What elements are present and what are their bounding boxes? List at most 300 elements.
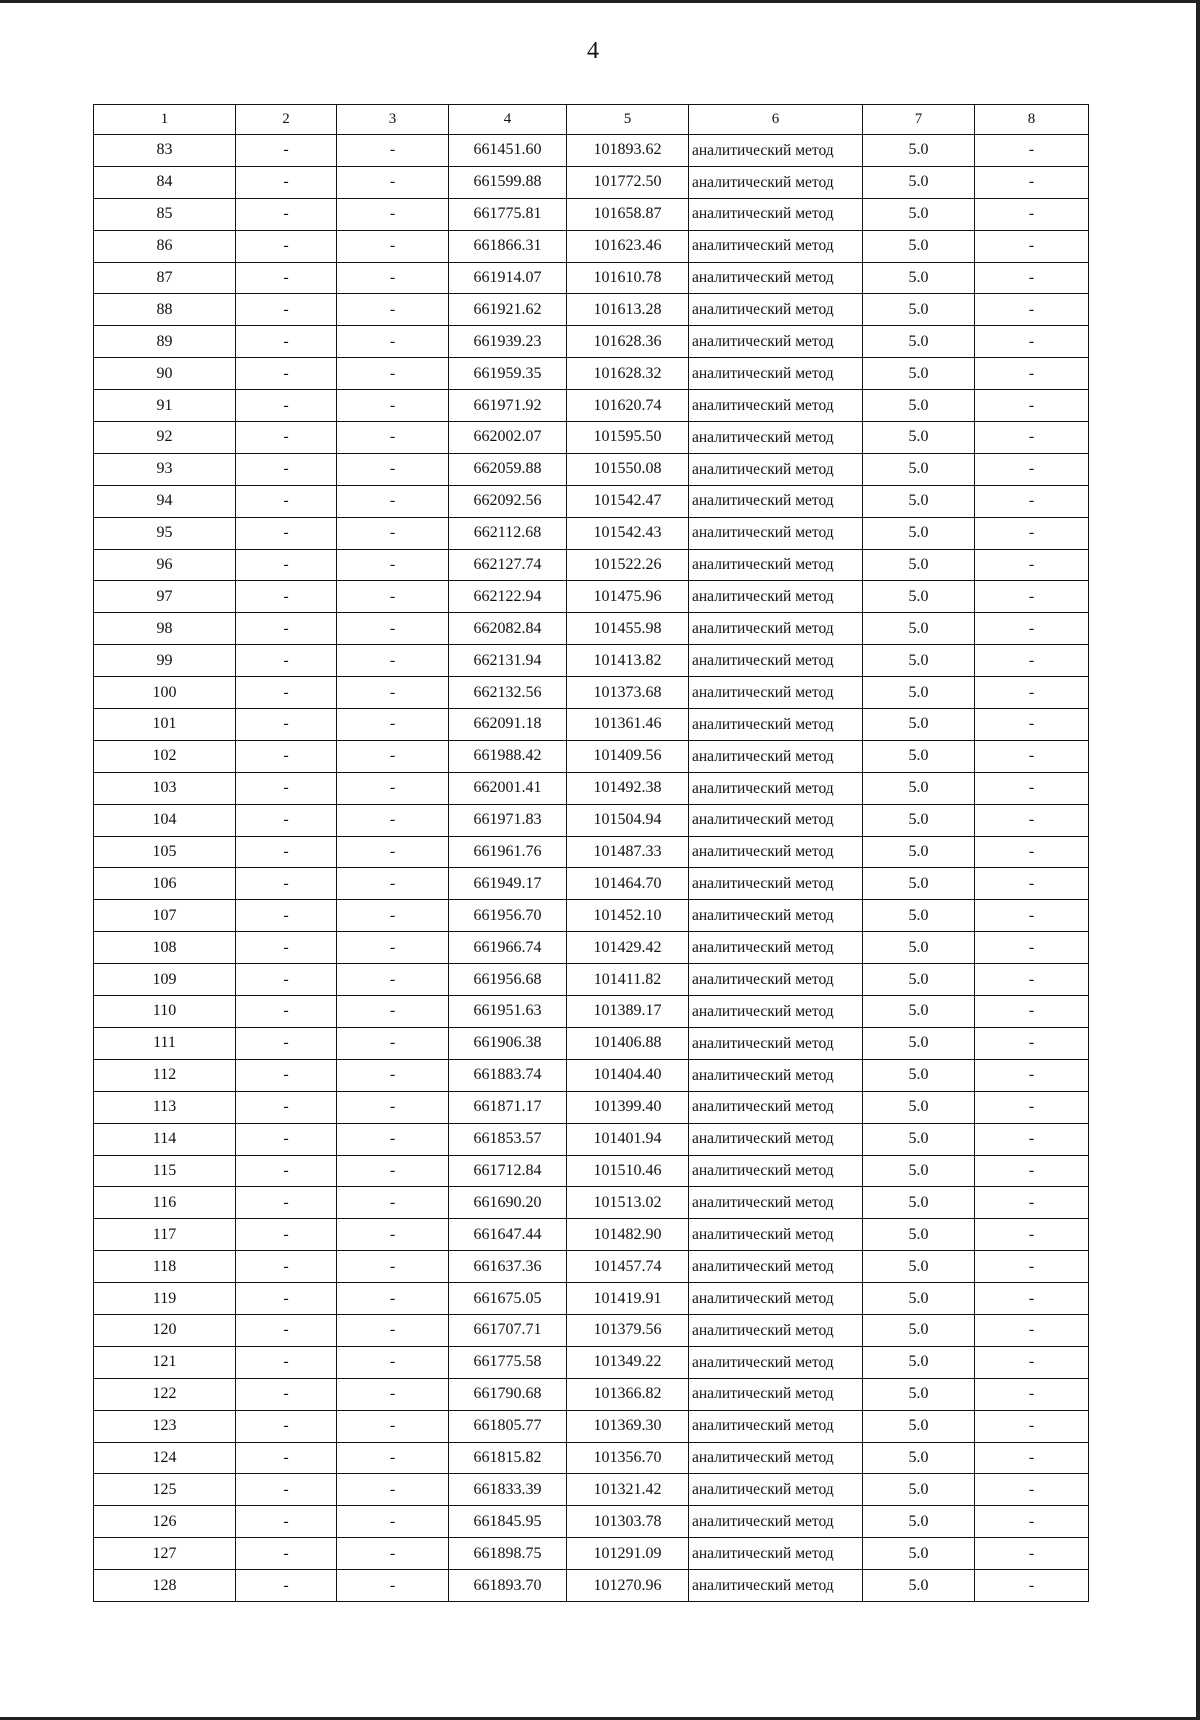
x-coordinate-cell: 661775.81 bbox=[449, 198, 567, 230]
col3-cell: - bbox=[337, 836, 449, 868]
x-coordinate-cell: 661893.70 bbox=[449, 1570, 567, 1602]
y-coordinate-cell: 101487.33 bbox=[567, 836, 689, 868]
table-row bbox=[94, 1474, 1089, 1506]
point-number-cell: 105 bbox=[94, 836, 236, 868]
y-coordinate-cell: 101303.78 bbox=[567, 1506, 689, 1538]
col8-cell: - bbox=[975, 485, 1089, 517]
y-coordinate-cell: 101389.17 bbox=[567, 996, 689, 1028]
accuracy-cell: 5.0 bbox=[863, 166, 975, 198]
col8-cell: - bbox=[975, 1059, 1089, 1091]
y-coordinate-cell: 101406.88 bbox=[567, 1027, 689, 1059]
table-row bbox=[94, 964, 1089, 996]
col2-cell: - bbox=[236, 772, 337, 804]
x-coordinate-cell: 662082.84 bbox=[449, 613, 567, 645]
method-cell: аналитический метод bbox=[689, 390, 863, 422]
col8-cell: - bbox=[975, 1570, 1089, 1602]
col3-cell: - bbox=[337, 1314, 449, 1346]
method-cell: аналитический метод bbox=[689, 964, 863, 996]
column-header: 5 bbox=[567, 105, 689, 135]
col8-cell: - bbox=[975, 1027, 1089, 1059]
accuracy-cell: 5.0 bbox=[863, 1314, 975, 1346]
col8-cell: - bbox=[975, 1187, 1089, 1219]
accuracy-cell: 5.0 bbox=[863, 294, 975, 326]
method-cell: аналитический метод bbox=[689, 1123, 863, 1155]
col2-cell: - bbox=[236, 804, 337, 836]
y-coordinate-cell: 101366.82 bbox=[567, 1378, 689, 1410]
y-coordinate-cell: 101404.40 bbox=[567, 1059, 689, 1091]
table-row bbox=[94, 1378, 1089, 1410]
col8-cell: - bbox=[975, 422, 1089, 454]
x-coordinate-cell: 661898.75 bbox=[449, 1538, 567, 1570]
point-number-cell: 91 bbox=[94, 390, 236, 422]
x-coordinate-cell: 661815.82 bbox=[449, 1442, 567, 1474]
method-cell: аналитический метод bbox=[689, 1378, 863, 1410]
point-number-cell: 83 bbox=[94, 135, 236, 167]
col2-cell: - bbox=[236, 1410, 337, 1442]
table-row bbox=[94, 1570, 1089, 1602]
table-header-row bbox=[94, 105, 1089, 135]
method-cell: аналитический метод bbox=[689, 453, 863, 485]
table-row bbox=[94, 453, 1089, 485]
col3-cell: - bbox=[337, 166, 449, 198]
col3-cell: - bbox=[337, 1442, 449, 1474]
point-number-cell: 123 bbox=[94, 1410, 236, 1442]
y-coordinate-cell: 101291.09 bbox=[567, 1538, 689, 1570]
col8-cell: - bbox=[975, 1506, 1089, 1538]
table-row bbox=[94, 326, 1089, 358]
x-coordinate-cell: 661883.74 bbox=[449, 1059, 567, 1091]
y-coordinate-cell: 101399.40 bbox=[567, 1091, 689, 1123]
col3-cell: - bbox=[337, 262, 449, 294]
col3-cell: - bbox=[337, 422, 449, 454]
col3-cell: - bbox=[337, 900, 449, 932]
table-row bbox=[94, 198, 1089, 230]
method-cell: аналитический метод bbox=[689, 358, 863, 390]
accuracy-cell: 5.0 bbox=[863, 230, 975, 262]
col3-cell: - bbox=[337, 358, 449, 390]
point-number-cell: 110 bbox=[94, 996, 236, 1028]
col2-cell: - bbox=[236, 677, 337, 709]
method-cell: аналитический метод bbox=[689, 1570, 863, 1602]
point-number-cell: 128 bbox=[94, 1570, 236, 1602]
col8-cell: - bbox=[975, 581, 1089, 613]
table-row bbox=[94, 932, 1089, 964]
accuracy-cell: 5.0 bbox=[863, 709, 975, 741]
col3-cell: - bbox=[337, 1251, 449, 1283]
col8-cell: - bbox=[975, 1346, 1089, 1378]
y-coordinate-cell: 101361.46 bbox=[567, 709, 689, 741]
column-header: 4 bbox=[449, 105, 567, 135]
table-row bbox=[94, 709, 1089, 741]
x-coordinate-cell: 661949.17 bbox=[449, 868, 567, 900]
accuracy-cell: 5.0 bbox=[863, 804, 975, 836]
col2-cell: - bbox=[236, 453, 337, 485]
table-row bbox=[94, 1283, 1089, 1315]
x-coordinate-cell: 662092.56 bbox=[449, 485, 567, 517]
x-coordinate-cell: 662122.94 bbox=[449, 581, 567, 613]
col3-cell: - bbox=[337, 135, 449, 167]
y-coordinate-cell: 101452.10 bbox=[567, 900, 689, 932]
col8-cell: - bbox=[975, 677, 1089, 709]
accuracy-cell: 5.0 bbox=[863, 549, 975, 581]
col8-cell: - bbox=[975, 613, 1089, 645]
point-number-cell: 95 bbox=[94, 517, 236, 549]
y-coordinate-cell: 101369.30 bbox=[567, 1410, 689, 1442]
column-header: 6 bbox=[689, 105, 863, 135]
x-coordinate-cell: 661790.68 bbox=[449, 1378, 567, 1410]
col8-cell: - bbox=[975, 645, 1089, 677]
y-coordinate-cell: 101628.32 bbox=[567, 358, 689, 390]
y-coordinate-cell: 101411.82 bbox=[567, 964, 689, 996]
point-number-cell: 122 bbox=[94, 1378, 236, 1410]
y-coordinate-cell: 101595.50 bbox=[567, 422, 689, 454]
table-row bbox=[94, 230, 1089, 262]
method-cell: аналитический метод bbox=[689, 868, 863, 900]
col3-cell: - bbox=[337, 517, 449, 549]
table-row bbox=[94, 1314, 1089, 1346]
col8-cell: - bbox=[975, 198, 1089, 230]
accuracy-cell: 5.0 bbox=[863, 453, 975, 485]
point-number-cell: 126 bbox=[94, 1506, 236, 1538]
col3-cell: - bbox=[337, 1123, 449, 1155]
accuracy-cell: 5.0 bbox=[863, 581, 975, 613]
accuracy-cell: 5.0 bbox=[863, 1474, 975, 1506]
table-row bbox=[94, 645, 1089, 677]
y-coordinate-cell: 101542.43 bbox=[567, 517, 689, 549]
accuracy-cell: 5.0 bbox=[863, 198, 975, 230]
col3-cell: - bbox=[337, 485, 449, 517]
col2-cell: - bbox=[236, 709, 337, 741]
table-row bbox=[94, 1187, 1089, 1219]
col2-cell: - bbox=[236, 390, 337, 422]
y-coordinate-cell: 101492.38 bbox=[567, 772, 689, 804]
method-cell: аналитический метод bbox=[689, 422, 863, 454]
table-row bbox=[94, 868, 1089, 900]
table-row bbox=[94, 422, 1089, 454]
scan-border-top bbox=[0, 0, 1200, 3]
method-cell: аналитический метод bbox=[689, 1474, 863, 1506]
y-coordinate-cell: 101270.96 bbox=[567, 1570, 689, 1602]
col2-cell: - bbox=[236, 613, 337, 645]
column-header: 8 bbox=[975, 105, 1089, 135]
x-coordinate-cell: 662002.07 bbox=[449, 422, 567, 454]
col8-cell: - bbox=[975, 1378, 1089, 1410]
table-row bbox=[94, 1506, 1089, 1538]
col2-cell: - bbox=[236, 1442, 337, 1474]
col3-cell: - bbox=[337, 868, 449, 900]
col3-cell: - bbox=[337, 1506, 449, 1538]
method-cell: аналитический метод bbox=[689, 1219, 863, 1251]
y-coordinate-cell: 101419.91 bbox=[567, 1283, 689, 1315]
x-coordinate-cell: 661871.17 bbox=[449, 1091, 567, 1123]
point-number-cell: 103 bbox=[94, 772, 236, 804]
col8-cell: - bbox=[975, 740, 1089, 772]
accuracy-cell: 5.0 bbox=[863, 1091, 975, 1123]
col8-cell: - bbox=[975, 1442, 1089, 1474]
point-number-cell: 101 bbox=[94, 709, 236, 741]
point-number-cell: 113 bbox=[94, 1091, 236, 1123]
col8-cell: - bbox=[975, 1219, 1089, 1251]
x-coordinate-cell: 661775.58 bbox=[449, 1346, 567, 1378]
method-cell: аналитический метод bbox=[689, 932, 863, 964]
accuracy-cell: 5.0 bbox=[863, 1027, 975, 1059]
col2-cell: - bbox=[236, 1378, 337, 1410]
col2-cell: - bbox=[236, 1123, 337, 1155]
table-row bbox=[94, 390, 1089, 422]
y-coordinate-cell: 101504.94 bbox=[567, 804, 689, 836]
table-row bbox=[94, 485, 1089, 517]
point-number-cell: 92 bbox=[94, 422, 236, 454]
x-coordinate-cell: 661712.84 bbox=[449, 1155, 567, 1187]
table-row bbox=[94, 1059, 1089, 1091]
table-row bbox=[94, 166, 1089, 198]
col2-cell: - bbox=[236, 1027, 337, 1059]
col3-cell: - bbox=[337, 1091, 449, 1123]
col2-cell: - bbox=[236, 1570, 337, 1602]
y-coordinate-cell: 101373.68 bbox=[567, 677, 689, 709]
col8-cell: - bbox=[975, 262, 1089, 294]
accuracy-cell: 5.0 bbox=[863, 1059, 975, 1091]
point-number-cell: 90 bbox=[94, 358, 236, 390]
method-cell: аналитический метод bbox=[689, 135, 863, 167]
x-coordinate-cell: 661647.44 bbox=[449, 1219, 567, 1251]
col8-cell: - bbox=[975, 166, 1089, 198]
accuracy-cell: 5.0 bbox=[863, 485, 975, 517]
point-number-cell: 108 bbox=[94, 932, 236, 964]
col2-cell: - bbox=[236, 996, 337, 1028]
col8-cell: - bbox=[975, 964, 1089, 996]
table-row bbox=[94, 517, 1089, 549]
col3-cell: - bbox=[337, 709, 449, 741]
method-cell: аналитический метод bbox=[689, 772, 863, 804]
method-cell: аналитический метод bbox=[689, 1346, 863, 1378]
point-number-cell: 106 bbox=[94, 868, 236, 900]
table-row bbox=[94, 772, 1089, 804]
col3-cell: - bbox=[337, 964, 449, 996]
x-coordinate-cell: 662131.94 bbox=[449, 645, 567, 677]
point-number-cell: 104 bbox=[94, 804, 236, 836]
col8-cell: - bbox=[975, 1538, 1089, 1570]
table-body bbox=[94, 135, 1089, 1602]
accuracy-cell: 5.0 bbox=[863, 1538, 975, 1570]
col2-cell: - bbox=[236, 1346, 337, 1378]
col3-cell: - bbox=[337, 390, 449, 422]
col2-cell: - bbox=[236, 900, 337, 932]
col8-cell: - bbox=[975, 1251, 1089, 1283]
accuracy-cell: 5.0 bbox=[863, 1378, 975, 1410]
point-number-cell: 115 bbox=[94, 1155, 236, 1187]
accuracy-cell: 5.0 bbox=[863, 1123, 975, 1155]
method-cell: аналитический метод bbox=[689, 198, 863, 230]
x-coordinate-cell: 661966.74 bbox=[449, 932, 567, 964]
col2-cell: - bbox=[236, 1219, 337, 1251]
col3-cell: - bbox=[337, 1283, 449, 1315]
col8-cell: - bbox=[975, 996, 1089, 1028]
method-cell: аналитический метод bbox=[689, 517, 863, 549]
col3-cell: - bbox=[337, 230, 449, 262]
y-coordinate-cell: 101772.50 bbox=[567, 166, 689, 198]
col8-cell: - bbox=[975, 135, 1089, 167]
scan-border-right bbox=[1196, 0, 1200, 1720]
col3-cell: - bbox=[337, 1378, 449, 1410]
y-coordinate-cell: 101658.87 bbox=[567, 198, 689, 230]
accuracy-cell: 5.0 bbox=[863, 868, 975, 900]
col3-cell: - bbox=[337, 198, 449, 230]
x-coordinate-cell: 661971.92 bbox=[449, 390, 567, 422]
col8-cell: - bbox=[975, 836, 1089, 868]
x-coordinate-cell: 661451.60 bbox=[449, 135, 567, 167]
y-coordinate-cell: 101379.56 bbox=[567, 1314, 689, 1346]
table-row bbox=[94, 836, 1089, 868]
y-coordinate-cell: 101464.70 bbox=[567, 868, 689, 900]
col2-cell: - bbox=[236, 1155, 337, 1187]
point-number-cell: 97 bbox=[94, 581, 236, 613]
accuracy-cell: 5.0 bbox=[863, 613, 975, 645]
method-cell: аналитический метод bbox=[689, 613, 863, 645]
accuracy-cell: 5.0 bbox=[863, 1506, 975, 1538]
col2-cell: - bbox=[236, 135, 337, 167]
x-coordinate-cell: 661707.71 bbox=[449, 1314, 567, 1346]
method-cell: аналитический метод bbox=[689, 485, 863, 517]
point-number-cell: 109 bbox=[94, 964, 236, 996]
accuracy-cell: 5.0 bbox=[863, 677, 975, 709]
method-cell: аналитический метод bbox=[689, 804, 863, 836]
table-row bbox=[94, 804, 1089, 836]
table-row bbox=[94, 613, 1089, 645]
col8-cell: - bbox=[975, 932, 1089, 964]
table-row bbox=[94, 549, 1089, 581]
accuracy-cell: 5.0 bbox=[863, 1442, 975, 1474]
column-header: 7 bbox=[863, 105, 975, 135]
col3-cell: - bbox=[337, 613, 449, 645]
y-coordinate-cell: 101457.74 bbox=[567, 1251, 689, 1283]
table-row bbox=[94, 677, 1089, 709]
col8-cell: - bbox=[975, 1283, 1089, 1315]
y-coordinate-cell: 101349.22 bbox=[567, 1346, 689, 1378]
point-number-cell: 84 bbox=[94, 166, 236, 198]
col8-cell: - bbox=[975, 804, 1089, 836]
method-cell: аналитический метод bbox=[689, 581, 863, 613]
point-number-cell: 86 bbox=[94, 230, 236, 262]
point-number-cell: 124 bbox=[94, 1442, 236, 1474]
method-cell: аналитический метод bbox=[689, 1283, 863, 1315]
table-row bbox=[94, 740, 1089, 772]
col2-cell: - bbox=[236, 1506, 337, 1538]
y-coordinate-cell: 101401.94 bbox=[567, 1123, 689, 1155]
accuracy-cell: 5.0 bbox=[863, 996, 975, 1028]
y-coordinate-cell: 101628.36 bbox=[567, 326, 689, 358]
col3-cell: - bbox=[337, 1059, 449, 1091]
method-cell: аналитический метод bbox=[689, 1251, 863, 1283]
x-coordinate-cell: 661853.57 bbox=[449, 1123, 567, 1155]
col8-cell: - bbox=[975, 1314, 1089, 1346]
col8-cell: - bbox=[975, 453, 1089, 485]
col8-cell: - bbox=[975, 772, 1089, 804]
accuracy-cell: 5.0 bbox=[863, 1283, 975, 1315]
col2-cell: - bbox=[236, 868, 337, 900]
method-cell: аналитический метод bbox=[689, 326, 863, 358]
col3-cell: - bbox=[337, 1346, 449, 1378]
col2-cell: - bbox=[236, 740, 337, 772]
method-cell: аналитический метод bbox=[689, 1091, 863, 1123]
table-row bbox=[94, 996, 1089, 1028]
point-number-cell: 112 bbox=[94, 1059, 236, 1091]
col3-cell: - bbox=[337, 1474, 449, 1506]
y-coordinate-cell: 101475.96 bbox=[567, 581, 689, 613]
accuracy-cell: 5.0 bbox=[863, 1346, 975, 1378]
x-coordinate-cell: 661914.07 bbox=[449, 262, 567, 294]
col2-cell: - bbox=[236, 1059, 337, 1091]
x-coordinate-cell: 662091.18 bbox=[449, 709, 567, 741]
accuracy-cell: 5.0 bbox=[863, 390, 975, 422]
method-cell: аналитический метод bbox=[689, 1410, 863, 1442]
y-coordinate-cell: 101413.82 bbox=[567, 645, 689, 677]
table-row bbox=[94, 581, 1089, 613]
y-coordinate-cell: 101542.47 bbox=[567, 485, 689, 517]
col2-cell: - bbox=[236, 964, 337, 996]
x-coordinate-cell: 662127.74 bbox=[449, 549, 567, 581]
method-cell: аналитический метод bbox=[689, 166, 863, 198]
table-row bbox=[94, 262, 1089, 294]
y-coordinate-cell: 101522.26 bbox=[567, 549, 689, 581]
point-number-cell: 107 bbox=[94, 900, 236, 932]
x-coordinate-cell: 661988.42 bbox=[449, 740, 567, 772]
y-coordinate-cell: 101482.90 bbox=[567, 1219, 689, 1251]
col2-cell: - bbox=[236, 198, 337, 230]
accuracy-cell: 5.0 bbox=[863, 517, 975, 549]
accuracy-cell: 5.0 bbox=[863, 262, 975, 294]
point-number-cell: 93 bbox=[94, 453, 236, 485]
method-cell: аналитический метод bbox=[689, 1442, 863, 1474]
accuracy-cell: 5.0 bbox=[863, 326, 975, 358]
table-row bbox=[94, 1410, 1089, 1442]
accuracy-cell: 5.0 bbox=[863, 772, 975, 804]
col8-cell: - bbox=[975, 1155, 1089, 1187]
x-coordinate-cell: 661599.88 bbox=[449, 166, 567, 198]
col8-cell: - bbox=[975, 230, 1089, 262]
accuracy-cell: 5.0 bbox=[863, 964, 975, 996]
y-coordinate-cell: 101623.46 bbox=[567, 230, 689, 262]
col3-cell: - bbox=[337, 294, 449, 326]
col2-cell: - bbox=[236, 645, 337, 677]
col3-cell: - bbox=[337, 453, 449, 485]
col3-cell: - bbox=[337, 932, 449, 964]
col8-cell: - bbox=[975, 1410, 1089, 1442]
col2-cell: - bbox=[236, 549, 337, 581]
col3-cell: - bbox=[337, 581, 449, 613]
col2-cell: - bbox=[236, 422, 337, 454]
x-coordinate-cell: 661971.83 bbox=[449, 804, 567, 836]
x-coordinate-cell: 661951.63 bbox=[449, 996, 567, 1028]
x-coordinate-cell: 662112.68 bbox=[449, 517, 567, 549]
accuracy-cell: 5.0 bbox=[863, 1410, 975, 1442]
point-number-cell: 125 bbox=[94, 1474, 236, 1506]
col3-cell: - bbox=[337, 1027, 449, 1059]
y-coordinate-cell: 101321.42 bbox=[567, 1474, 689, 1506]
col2-cell: - bbox=[236, 1187, 337, 1219]
x-coordinate-cell: 662059.88 bbox=[449, 453, 567, 485]
column-header: 2 bbox=[236, 105, 337, 135]
accuracy-cell: 5.0 bbox=[863, 645, 975, 677]
point-number-cell: 98 bbox=[94, 613, 236, 645]
col3-cell: - bbox=[337, 677, 449, 709]
col2-cell: - bbox=[236, 932, 337, 964]
method-cell: аналитический метод bbox=[689, 294, 863, 326]
x-coordinate-cell: 661805.77 bbox=[449, 1410, 567, 1442]
x-coordinate-cell: 661866.31 bbox=[449, 230, 567, 262]
method-cell: аналитический метод bbox=[689, 709, 863, 741]
col3-cell: - bbox=[337, 1538, 449, 1570]
